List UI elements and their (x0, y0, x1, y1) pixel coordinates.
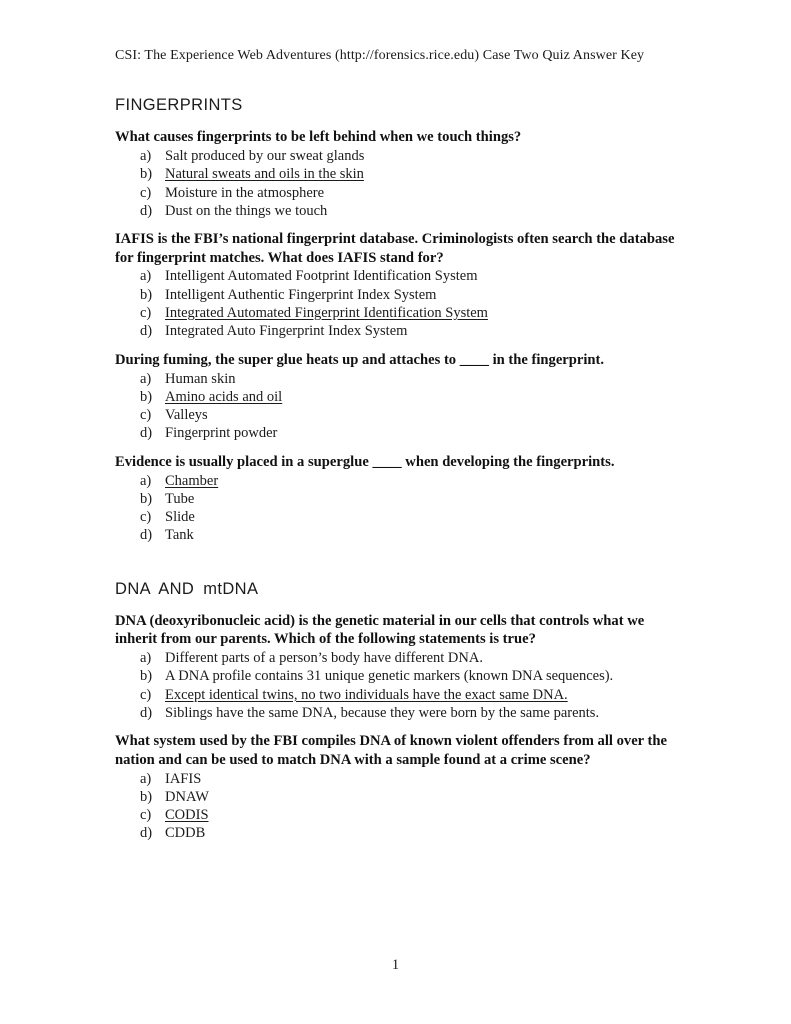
section-title: FINGERPRINTS (115, 96, 243, 114)
question-text: DNA (deoxyribonucleic acid) is the genetic material in our cells that controls what we inherit from our parents. Which of the following statements is true? (115, 612, 645, 648)
option-text: Tank (165, 527, 194, 544)
question-block (115, 612, 681, 723)
option-letter: b) (140, 286, 153, 303)
document-header: CSI: The Experience Web Adventures (http://forensics.rice.edu) Case Two Quiz Answer Key (115, 48, 645, 63)
options-list (115, 472, 681, 545)
question-text: IAFIS is the FBI’s national fingerprint database. Criminologists often search the database for fingerprint matches. What does IAFIS stand for? (115, 231, 675, 266)
option-text: Dust on the things we touch (165, 202, 328, 219)
option-text: Natural sweats and oils in the skin (165, 166, 364, 183)
question-block (115, 732, 681, 843)
option-letter: c) (140, 686, 152, 703)
question-block (115, 128, 681, 220)
answer-option (140, 406, 681, 424)
answer-option (140, 388, 681, 406)
option-text: Salt produced by our sweat glands (165, 147, 365, 164)
option-text: IAFIS (165, 770, 202, 787)
option-text: Integrated Auto Fingerprint Index System (165, 323, 408, 340)
answer-option (140, 322, 681, 340)
option-text: Human skin (165, 370, 236, 387)
option-text: Tube (165, 490, 195, 507)
answer-option (140, 704, 681, 722)
options-list (115, 649, 681, 722)
answer-option (140, 770, 681, 788)
question-text: During fuming, the super glue heats up and attaches to ____ in the fingerprint. (115, 351, 605, 368)
option-text: CDDB (165, 825, 206, 842)
answer-option (140, 526, 681, 544)
option-text: Intelligent Automated Footprint Identification System (165, 268, 478, 285)
answer-option (140, 686, 681, 704)
options-list (115, 370, 681, 443)
option-letter: d) (140, 825, 153, 842)
question-text: Evidence is usually placed in a superglue ____ when developing the fingerprints. (115, 453, 615, 470)
option-text: Amino acids and oil (165, 388, 283, 405)
option-text: Except identical twins, no two individuals have the exact same DNA. (165, 686, 568, 703)
options-list (115, 267, 681, 340)
option-text: Moisture in the atmosphere (165, 184, 325, 201)
page-number: 1 (391, 957, 400, 973)
option-letter: b) (140, 668, 153, 685)
answer-option (140, 147, 681, 165)
section-dna (115, 580, 681, 843)
option-text: CODIS (165, 807, 209, 824)
option-text: Different parts of a person’s body have different DNA. (165, 650, 483, 667)
question-text: What system used by the FBI compiles DNA of known violent offenders from all over the nation and can be used to match DNA with a sample found at a crime scene? (115, 733, 667, 768)
answer-option (140, 490, 681, 508)
answer-option (140, 788, 681, 806)
option-letter: d) (140, 704, 153, 721)
answer-option (140, 184, 681, 202)
answer-option (140, 508, 681, 526)
answer-option (140, 424, 681, 442)
answer-option (140, 667, 681, 685)
option-letter: c) (140, 509, 152, 526)
option-text: Intelligent Authentic Fingerprint Index System (165, 286, 437, 303)
option-letter: d) (140, 202, 153, 219)
option-letter: c) (140, 807, 152, 824)
option-letter: a) (140, 650, 152, 667)
option-text: Siblings have the same DNA, because they were born by the same parents. (165, 704, 600, 721)
option-letter: b) (140, 388, 153, 405)
answer-option (140, 165, 681, 183)
option-letter: a) (140, 370, 152, 387)
option-text: Valleys (165, 407, 208, 424)
option-letter: a) (140, 268, 152, 285)
question-block (115, 230, 681, 341)
question-text: What causes fingerprints to be left behind when we touch things? (115, 129, 522, 145)
option-letter: c) (140, 305, 152, 321)
question-block (115, 351, 681, 443)
option-letter: c) (140, 407, 152, 424)
option-letter: b) (140, 166, 153, 183)
option-letter: d) (140, 323, 153, 340)
option-letter: d) (140, 425, 153, 442)
answer-option (140, 806, 681, 824)
option-text: Chamber (165, 472, 219, 489)
option-text: Fingerprint powder (165, 425, 278, 442)
section-title: DNA AND mtDNA (115, 579, 259, 598)
option-letter: b) (140, 788, 153, 805)
option-letter: b) (140, 490, 153, 507)
option-letter: c) (140, 184, 152, 201)
answer-option (140, 202, 681, 220)
question-block (115, 453, 681, 545)
option-letter: d) (140, 527, 153, 544)
answer-option (140, 370, 681, 388)
answer-option (140, 472, 681, 490)
option-letter: a) (140, 472, 152, 489)
answer-option (140, 824, 681, 842)
option-letter: a) (140, 147, 152, 164)
section-fingerprints (115, 96, 681, 545)
option-letter: a) (140, 770, 152, 787)
answer-option (140, 267, 681, 285)
options-list (115, 770, 681, 843)
answer-option (140, 286, 681, 304)
options-list (115, 147, 681, 220)
answer-option (140, 649, 681, 667)
answer-option (140, 304, 681, 322)
option-text: A DNA profile contains 31 unique genetic markers (known DNA sequences). (165, 668, 614, 685)
option-text: Integrated Automated Fingerprint Identification System (165, 305, 488, 321)
option-text: Slide (165, 509, 195, 526)
option-text: DNAW (165, 788, 209, 805)
